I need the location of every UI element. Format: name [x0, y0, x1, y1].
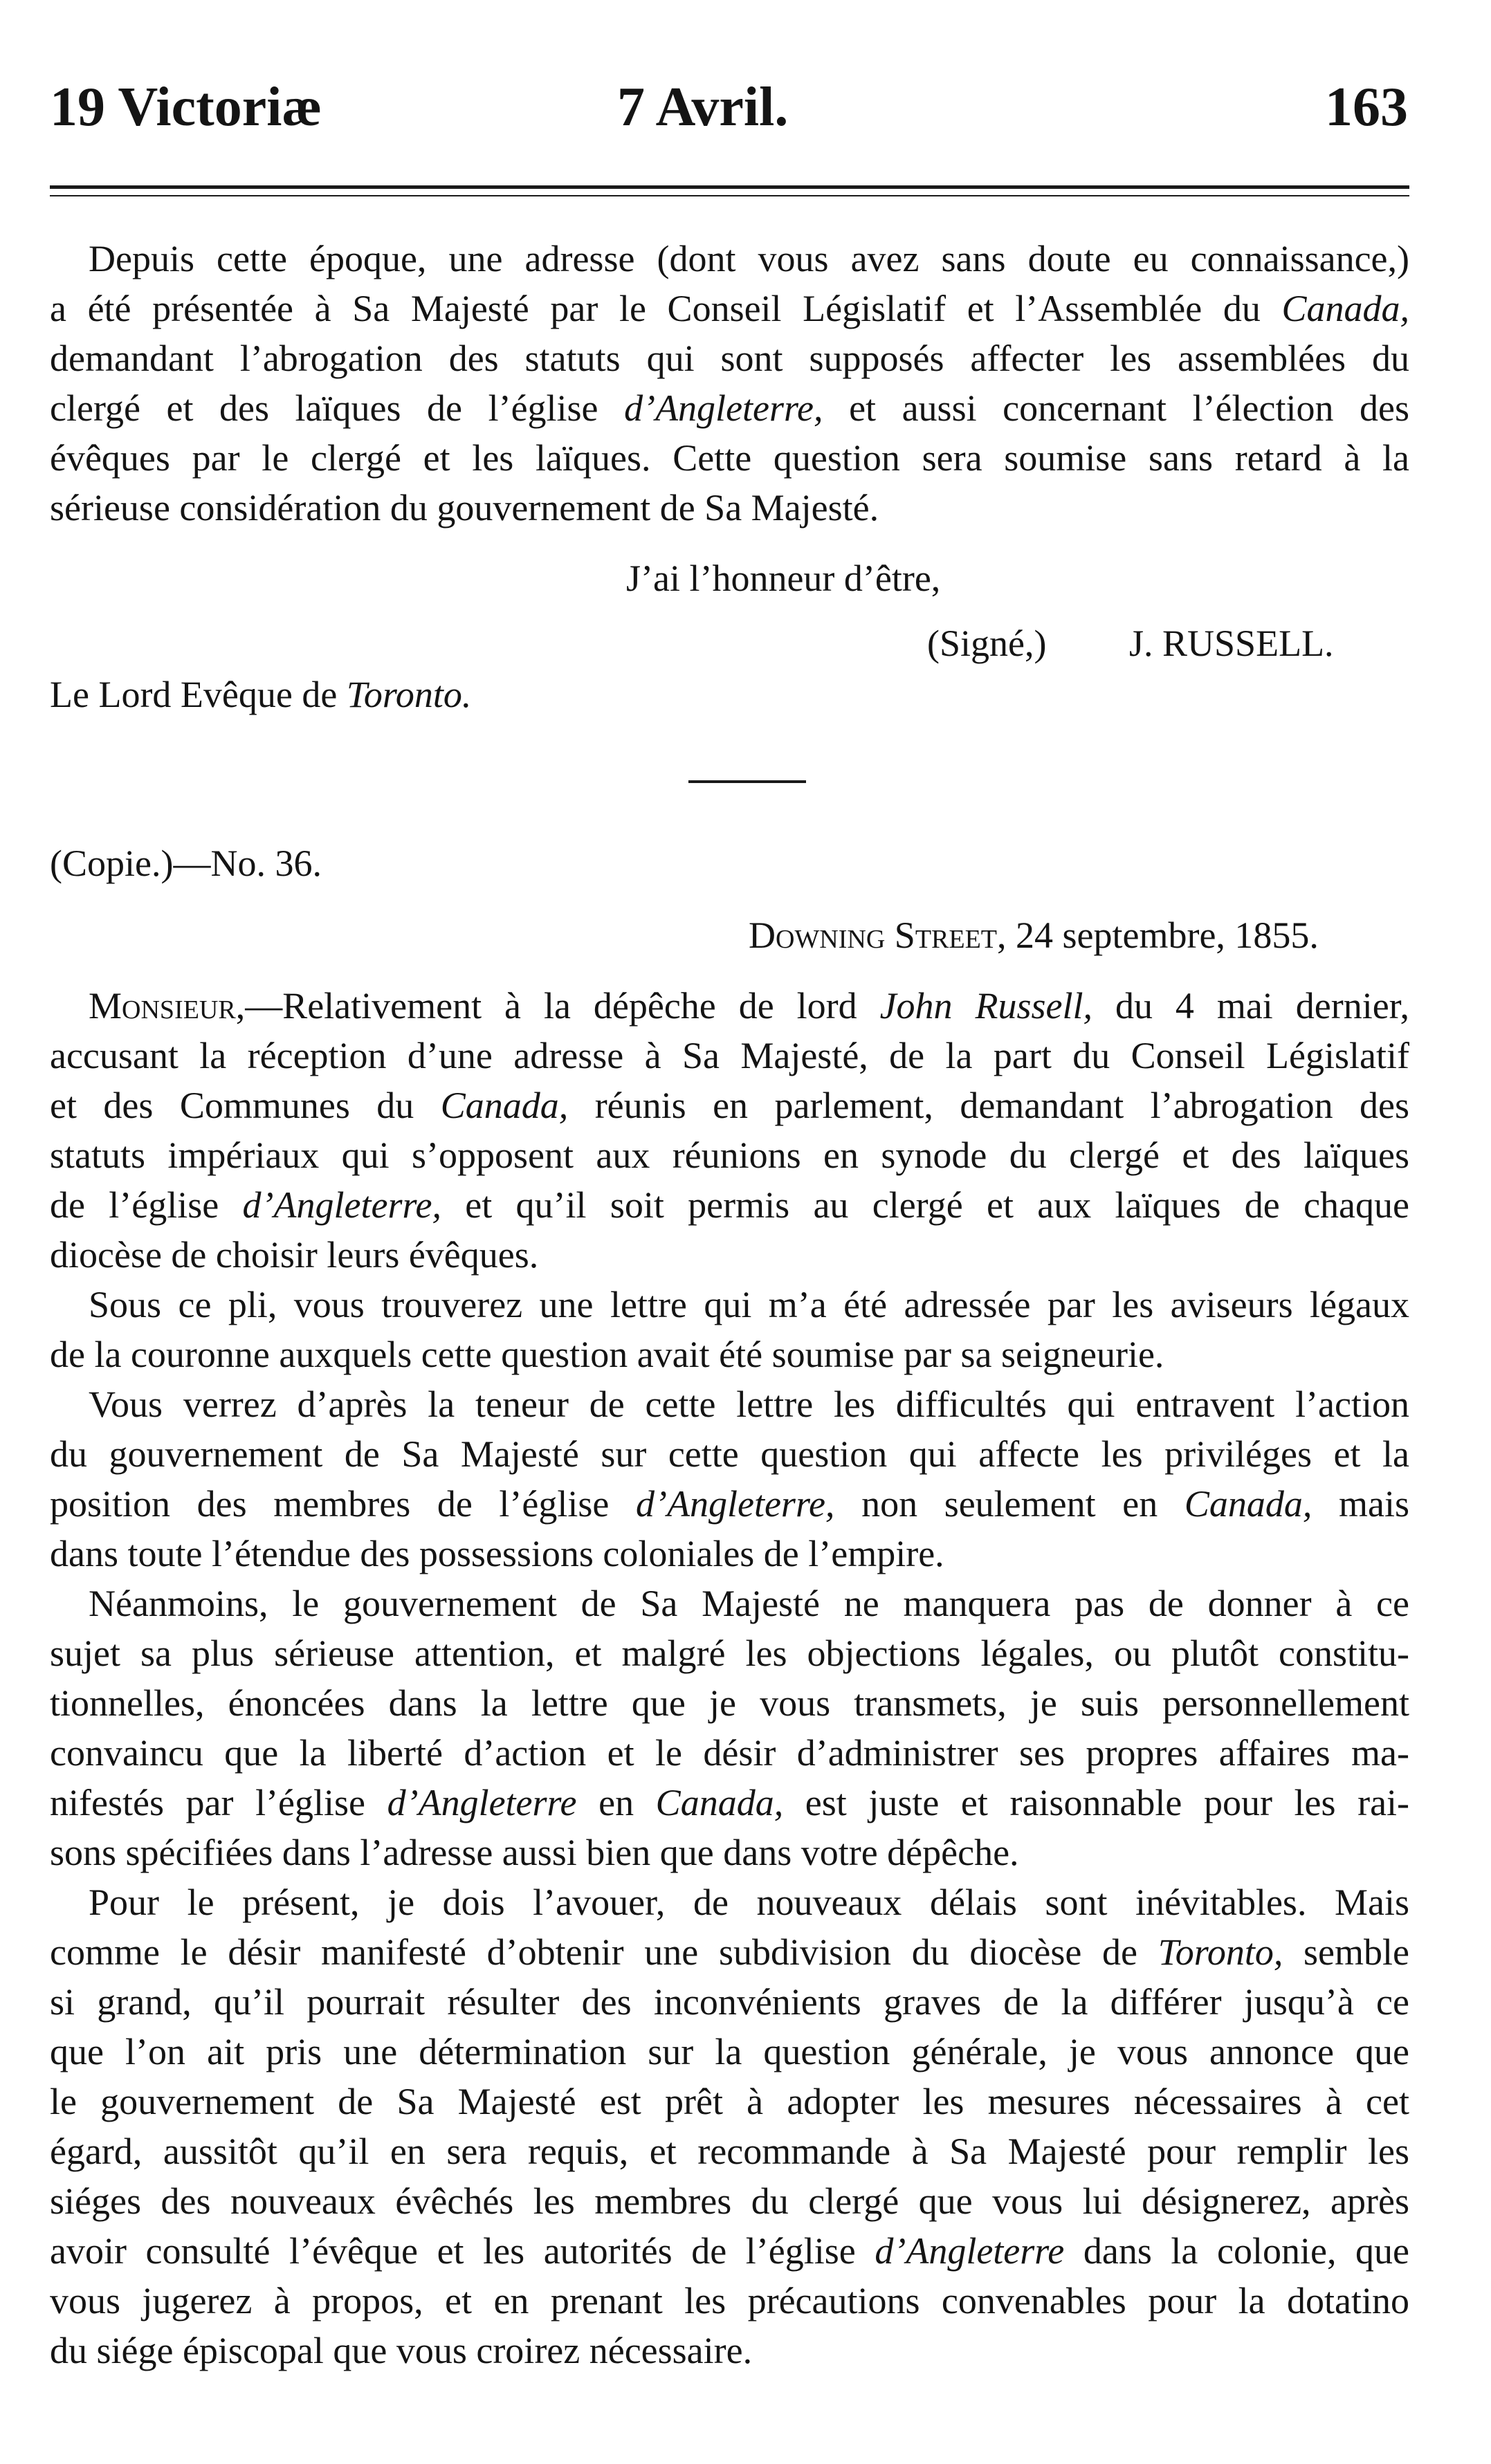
paragraph-line: du siége épiscopal que vous croirez nécessaire. [50, 2330, 753, 2371]
running-header [50, 69, 1408, 145]
paragraph-line: que l’on ait pris une détermination sur la question générale, je vous annonce que [50, 2031, 1409, 2072]
paragraph-line: sujet sa plus sérieuse attention, et malgré les objections légales, ou plutôt constitu- [50, 1633, 1409, 1674]
paragraph-line: clergé et des laïques de l’église d’Angleterre, et aussi concernant l’élection des [50, 387, 1410, 429]
copy-reference: (Copie.)—No. 36. [50, 843, 322, 884]
paragraph-line: vous jugerez à propos, et en prenant les précautions convenables pour la dotatino [50, 2280, 1409, 2322]
section-separator [688, 780, 806, 783]
paragraph-line: nifestés par l’église d’Angleterre en Canada, est juste et raisonnable pour les rai- [50, 1782, 1410, 1823]
paragraph-line: si grand, qu’il pourrait résulter des inconvénients graves de la différer jusqu’à ce [50, 1981, 1409, 2023]
header-rule-thin [50, 195, 1409, 196]
paragraph-line: Vous verrez d’après la teneur de cette lettre les difficultés qui entravent l’action [89, 1383, 1409, 1425]
paragraph-line: demandant l’abrogation des statuts qui sont supposés affecter les assemblées du [50, 338, 1409, 379]
signature: J. RUSSELL. [1129, 623, 1334, 664]
header-date: 7 Avril. [617, 77, 789, 138]
paragraph-line: du gouvernement de Sa Majesté sur cette question qui affecte les priviléges et la [50, 1433, 1409, 1475]
paragraph-line: convaincu que la liberté d’action et le désir d’administrer ses propres affaires ma- [50, 1732, 1409, 1774]
paragraph-line: égard, aussitôt qu’il en sera requis, et recommande à Sa Majesté pour remplir les [50, 2131, 1409, 2172]
paragraph-line: Néanmoins, le gouvernement de Sa Majesté ne manquera pas de donner à ce [89, 1583, 1409, 1624]
paragraph-line: Monsieur,—Relativement à la dépêche de lord John Russell, du 4 mai dernier, [89, 985, 1410, 1027]
dateline: Downing Street, 24 septembre, 1855. [749, 914, 1319, 956]
paragraph-line: dans toute l’étendue des possessions coloniales de l’empire. [50, 1533, 944, 1574]
paragraph-line: et des Communes du Canada, réunis en parlement, demandant l’abrogation des [50, 1085, 1409, 1126]
paragraph-line: accusant la réception d’une adresse à Sa Majesté, de la part du Conseil Législatif [50, 1035, 1409, 1076]
paragraph-line: comme le désir manifesté d’obtenir une subdivision du diocèse de Toronto, semble [50, 1931, 1410, 1973]
addressee: Le Lord Evêque de Toronto. [50, 674, 472, 715]
paragraph-line: tionnelles, énoncées dans la lettre que je vous transmets, je suis personnellement [50, 1682, 1409, 1724]
signed-note: (Signé,) [927, 623, 1047, 664]
paragraph-line: Depuis cette époque, une adresse (dont vous avez sans doute eu connaissance,) [89, 238, 1409, 279]
header-rule-thick [50, 185, 1409, 189]
paragraph-line: Sous ce pli, vous trouverez une lettre qui m’a été adressée par les aviseurs légaux [89, 1284, 1409, 1325]
paragraph-line: statuts impériaux qui s’opposent aux réunions en synode du clergé et des laïques [50, 1134, 1409, 1176]
closing-formula: J’ai l’honneur d’être, [626, 558, 941, 599]
paragraph-line: de la couronne auxquels cette question avait été soumise par sa seigneurie. [50, 1334, 1164, 1375]
paragraph-line: le gouvernement de Sa Majesté est prêt à adopter les mesures nécessaires à cet [50, 2081, 1409, 2122]
session-title: 19 Victoriæ [50, 77, 322, 138]
paragraph-line: sons spécifiées dans l’adresse aussi bien que dans votre dépêche. [50, 1832, 1019, 1873]
paragraph-line: position des membres de l’église d’Angleterre, non seulement en Canada, mais [50, 1483, 1410, 1525]
page-number: 163 [1325, 77, 1408, 138]
paragraph-line: évêques par le clergé et les laïques. Cette question sera soumise sans retard à la [50, 437, 1409, 479]
paragraph-line: de l’église d’Angleterre, et qu’il soit permis au clergé et aux laïques de chaque [50, 1184, 1409, 1226]
paragraph-line: sérieuse considération du gouvernement de Sa Majesté. [50, 487, 879, 528]
paragraph-line: a été présentée à Sa Majesté par le Conseil Législatif et l’Assemblée du Canada, [50, 288, 1410, 329]
paragraph-line: siéges des nouveaux évêchés les membres du clergé que vous lui désignerez, après [50, 2180, 1409, 2222]
paragraph-line: diocèse de choisir leurs évêques. [50, 1234, 539, 1276]
paragraph-line: avoir consulté l’évêque et les autorités de l’église d’Angleterre dans la colonie, que [50, 2230, 1409, 2272]
paragraph-line: Pour le présent, je dois l’avouer, de nouveaux délais sont inévitables. Mais [89, 1882, 1409, 1923]
